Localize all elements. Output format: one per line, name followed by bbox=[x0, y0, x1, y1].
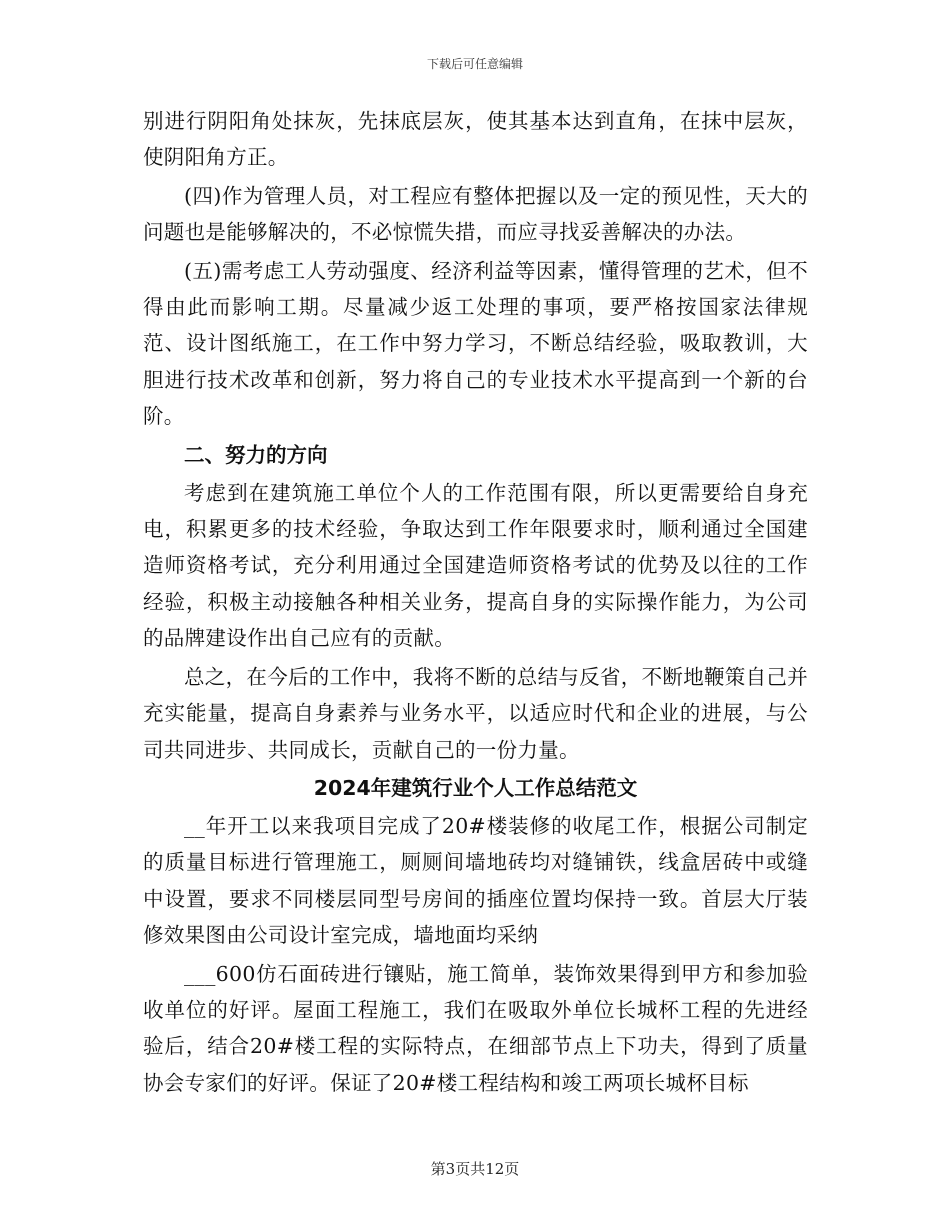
paragraph-conclusion: 总之，在今后的工作中，我将不断的总结与反省，不断地鞭策自己并充实能量，提高自身素养与业务水平，以适应时代和企业的进展，与公司共同进步、共同成长，贡献自己的一份力量。 bbox=[143, 664, 808, 762]
article-title: 2024年建筑行业个人工作总结范文 bbox=[313, 775, 638, 800]
paragraph-project-detail: ___600仿石面砖进行镶贴，施工简单，装饰效果得到甲方和参加验收单位的好评。屋面工程施工，我们在吸取外单位长城杯工程的先进经验后，结合20#楼工程的实际特点，在细部节点上下功夫，得到了质量协会专家们的好评。保证了20#楼工程结构和竣工两项长城杯目标 bbox=[143, 961, 808, 1095]
section-heading-direction: 二、努力的方向 bbox=[184, 442, 328, 467]
page-footer: 第3页共12页 bbox=[430, 1160, 520, 1178]
paragraph-direction: 考虑到在建筑施工单位个人的工作范围有限，所以更需要给自身充电，积累更多的技术经验，争取达到工作年限要求时，顺利通过全国建造师资格考试，充分利用通过全国建造师资格考试的优势及以往的工作经验，积极主动接触各种相关业务，提高自身的实际操作能力，为公司的品牌建设作出自己应有的贡献。 bbox=[143, 480, 808, 651]
paragraph-item-four: (四)作为管理人员，对工程应有整体把握以及一定的预见性，天大的问题也是能够解决的，不必惊慌失措，而应寻找妥善解决的办法。 bbox=[143, 183, 808, 245]
paragraph-project-intro: __年开工以来我项目完成了20#楼装修的收尾工作，根据公司制定的质量目标进行管理施工，厕厕间墙地砖均对缝铺铁，线盒居砖中或缝中设置，要求不同楼层同型号房间的插座位置均保持一致。首层大厅装修效果图由公司设计室完成，墙地面均采纳 bbox=[143, 813, 808, 948]
page-header: 下载后可任意编辑 bbox=[426, 57, 523, 71]
document-body bbox=[143, 103, 808, 1101]
paragraph-item-five: (五)需考虑工人劳动强度、经济利益等因素，懂得管理的艺术，但不得由此而影响工期。尽量减少返工处理的事项，要严格按国家法律规范、设计图纸施工，在工作中努力学习，不断总结经验，吸取教训，大胆进行技术改革和创新，努力将自己的专业技术水平提高到一个新的台阶。 bbox=[143, 258, 808, 429]
paragraph-plastering: 别进行阴阳角处抹灰，先抹底层灰，使其基本达到直角，在抹中层灰，使阴阳角方正。 bbox=[143, 109, 808, 170]
